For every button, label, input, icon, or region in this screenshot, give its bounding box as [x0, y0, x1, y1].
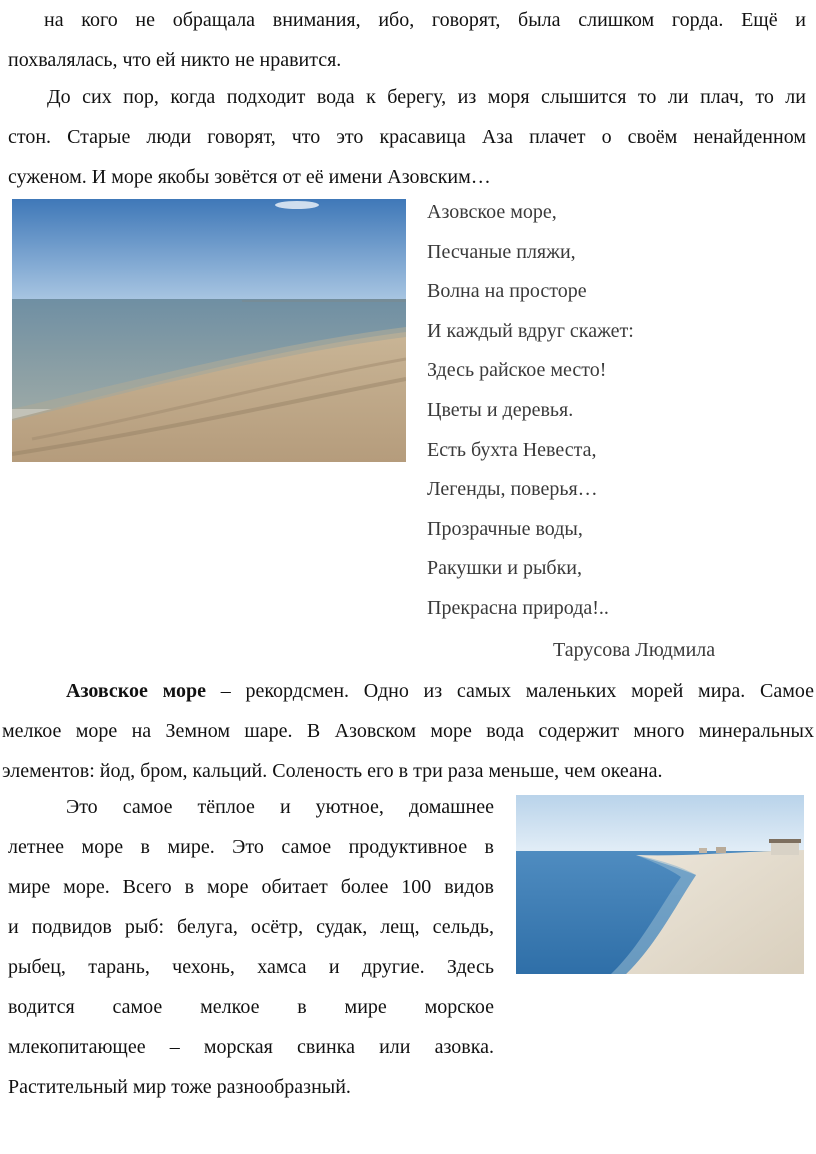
legend-line-1: До сих пор, когда подходит вода к берегу, из моря слышится то ли плач, то ли: [47, 86, 806, 108]
poem-line: Ракушки и рыбки,: [427, 557, 582, 580]
facts-paragraph: [2, 671, 814, 791]
warm-line: Это самое тёплое и уютное, домашнее: [66, 796, 494, 818]
poem-line: Есть бухта Невеста,: [427, 438, 597, 461]
poem-line: Волна на просторе: [427, 280, 587, 303]
poem-line: Легенды, поверья…: [427, 478, 598, 501]
intro-line-1: на кого не обращала внимания, ибо, говорят, была слишком горда. Ещё и: [44, 9, 806, 31]
warm-line: рыбец, тарань, чехонь, хамса и другие. Здесь: [8, 956, 494, 978]
warm-line: Растительный мир тоже разнообразный.: [8, 1076, 351, 1098]
poem-line: И каждый вдруг скажет:: [427, 319, 634, 342]
intro-line-2: похвалялась, что ей никто не нравится.: [8, 49, 342, 71]
warm-line: водится самое мелкое в мире морское: [8, 996, 494, 1018]
warm-line: мире море. Всего в море обитает более 100 видов: [8, 876, 494, 898]
facts-line-2: мелкое море на Земном шаре. В Азовском море вода содержит много минеральных: [2, 720, 814, 742]
facts-line-3: элементов: йод, бром, кальций. Соленость его в три раза меньше, чем океана.: [2, 760, 663, 782]
facts-bold-term: Азовское море: [66, 680, 207, 702]
legend-paragraph: [8, 77, 806, 197]
legend-line-2: стон. Старые люди говорят, что это красавица Аза плачет о своём ненайденном: [8, 126, 806, 148]
poem-line: Здесь райское место!: [427, 359, 607, 382]
beach-photo-spit: [516, 795, 804, 974]
warm-line: и подвидов рыб: белуга, осётр, судак, лещ, сельдь,: [8, 916, 494, 938]
poem-line: Прозрачные воды,: [427, 517, 583, 540]
intro-paragraph: [8, 0, 806, 80]
warm-line: млекопитающее – морская свинка или азовка.: [8, 1036, 494, 1058]
facts-line-1: [2, 671, 814, 711]
legend-line-3: суженом. И море якобы зовётся от её имени Азовским…: [8, 166, 491, 188]
poem-line: Песчаные пляжи,: [427, 240, 576, 263]
poem-line: Цветы и деревья.: [427, 398, 574, 421]
poem: [427, 193, 634, 629]
warm-line: летнее море в мире. Это самое продуктивное в: [8, 836, 494, 858]
warm-sea-paragraph: [8, 787, 494, 1107]
poem-line: Прекрасна природа!..: [427, 596, 609, 619]
beach-photo-sandy-shore: [12, 199, 406, 462]
facts-line-1-text: – рекордсмен. Одно из самых маленьких морей мира. Самое: [206, 680, 814, 702]
poem-author: Тарусова Людмила: [553, 639, 716, 661]
poem-line: Азовское море,: [427, 201, 557, 223]
